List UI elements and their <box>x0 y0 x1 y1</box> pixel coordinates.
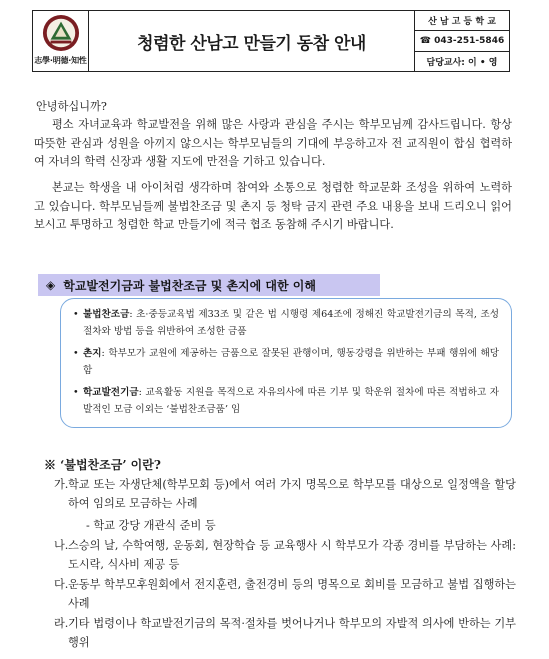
definition-text: : 학부모가 교원에 제공하는 금품으로 잘못된 관행이며, 행동강령을 위반하는 부패 행위에 해당함 <box>83 348 499 376</box>
question-title: ※ ‘불법찬조금’ 이란? <box>44 458 161 472</box>
contact-info <box>414 11 509 71</box>
definition-term: 학교발전기금 <box>83 387 139 398</box>
list-text: 운동부 학부모후원회에서 전지훈련, 출전경비 등의 명목으로 회비를 모금하고 불법 집행하는 사례 <box>68 578 516 610</box>
diamond-icon: ◈ <box>46 278 56 292</box>
intro-paragraph-2: 본교는 학생을 내 아이처럼 생각하며 참여와 소통으로 청렴한 학교문화 조성을 위하여 노력하고 있습니다. 학부모님들께 불법찬조금 및 촌지 등 청탁 금지 관련 주요 내용을 보내 드리오니 읽어 보시고 투명하고 청렴한 학교 만들기에 적극 협조 동참해 주시기 바랍니다. <box>34 181 512 231</box>
section-title: 학교발전기금과 불법찬조금 및 촌지에 대한 이해 <box>63 278 316 293</box>
document-header <box>32 10 510 72</box>
page-title: 청렴한 산남고 만들기 동참 안내 <box>137 33 366 54</box>
list-sub-item: - 학교 강당 개관식 준비 등 <box>86 519 216 532</box>
list-text: 스승의 날, 수학여행, 운동회, 현장학습 등 교육행사 시 학부모가 각종 경비를 부담하는 사례: 도시락, 식사비 제공 등 <box>68 539 516 571</box>
bullet-icon: • <box>73 348 79 359</box>
definition-term: 불법찬조금 <box>83 309 130 320</box>
school-logo-area <box>33 11 89 71</box>
list-item <box>54 537 516 574</box>
section-heading <box>38 274 380 296</box>
school-emblem-icon <box>42 14 80 52</box>
list-marker: 나. <box>54 539 69 552</box>
bullet-icon: • <box>73 309 79 320</box>
teacher-in-charge: 담당교사: 이 • 영 <box>415 51 509 71</box>
definition-text: : 교육활동 지원을 목적으로 자유의사에 따른 기부 및 학운위 절차에 따른 적법하고 자발적인 모금 이외는 ‘불법찬조금품’ 임 <box>83 387 499 415</box>
definition-item <box>73 346 499 379</box>
definition-text: : 초·중등교육법 제33조 및 같은 법 시행령 제64조에 정해진 학교발전기금의 목적, 조성절차와 방법 등을 위반하여 조성한 금품 <box>83 309 499 337</box>
school-motto: 志學·明德·知性 <box>34 56 87 65</box>
definition-item <box>73 307 499 340</box>
list-marker: 라. <box>54 617 69 630</box>
school-phone: ☎ 043-251-5846 <box>415 30 509 50</box>
bullet-icon: • <box>73 387 79 398</box>
school-name: 산 남 고 등 학 교 <box>428 17 496 28</box>
list-item <box>54 615 516 652</box>
list-item <box>54 576 516 613</box>
list-item <box>54 476 516 513</box>
definition-box <box>60 298 512 428</box>
list-text: 학교 또는 자생단체(학부모회 등)에서 여러 가지 명목으로 학부모를 대상으로 일정액을 할당하여 임의로 모금하는 사례 <box>68 478 516 510</box>
definition-item <box>73 385 499 418</box>
list-marker: 다. <box>54 578 69 591</box>
definition-term: 촌지 <box>83 348 102 359</box>
list-marker: 가. <box>54 478 69 491</box>
greeting: 안녕하십니까? <box>36 100 107 113</box>
intro-paragraph-1: 평소 자녀교육과 학교발전을 위해 많은 사랑과 관심을 주시는 학부모님께 감사드립니다. 항상 따뜻한 관심과 성원을 아끼지 않으시는 학부모님들의 기대에 부응하고자 전 교직원이 합심 협력하여 자녀의 학력 신장과 생활 지도에 만전을 기하고 있습니다. <box>34 118 512 168</box>
list-text: 기타 법령이나 학교발전기금의 목적·절차를 벗어나거나 학부모의 자발적 의사에 반하는 기부행위 <box>68 617 516 649</box>
